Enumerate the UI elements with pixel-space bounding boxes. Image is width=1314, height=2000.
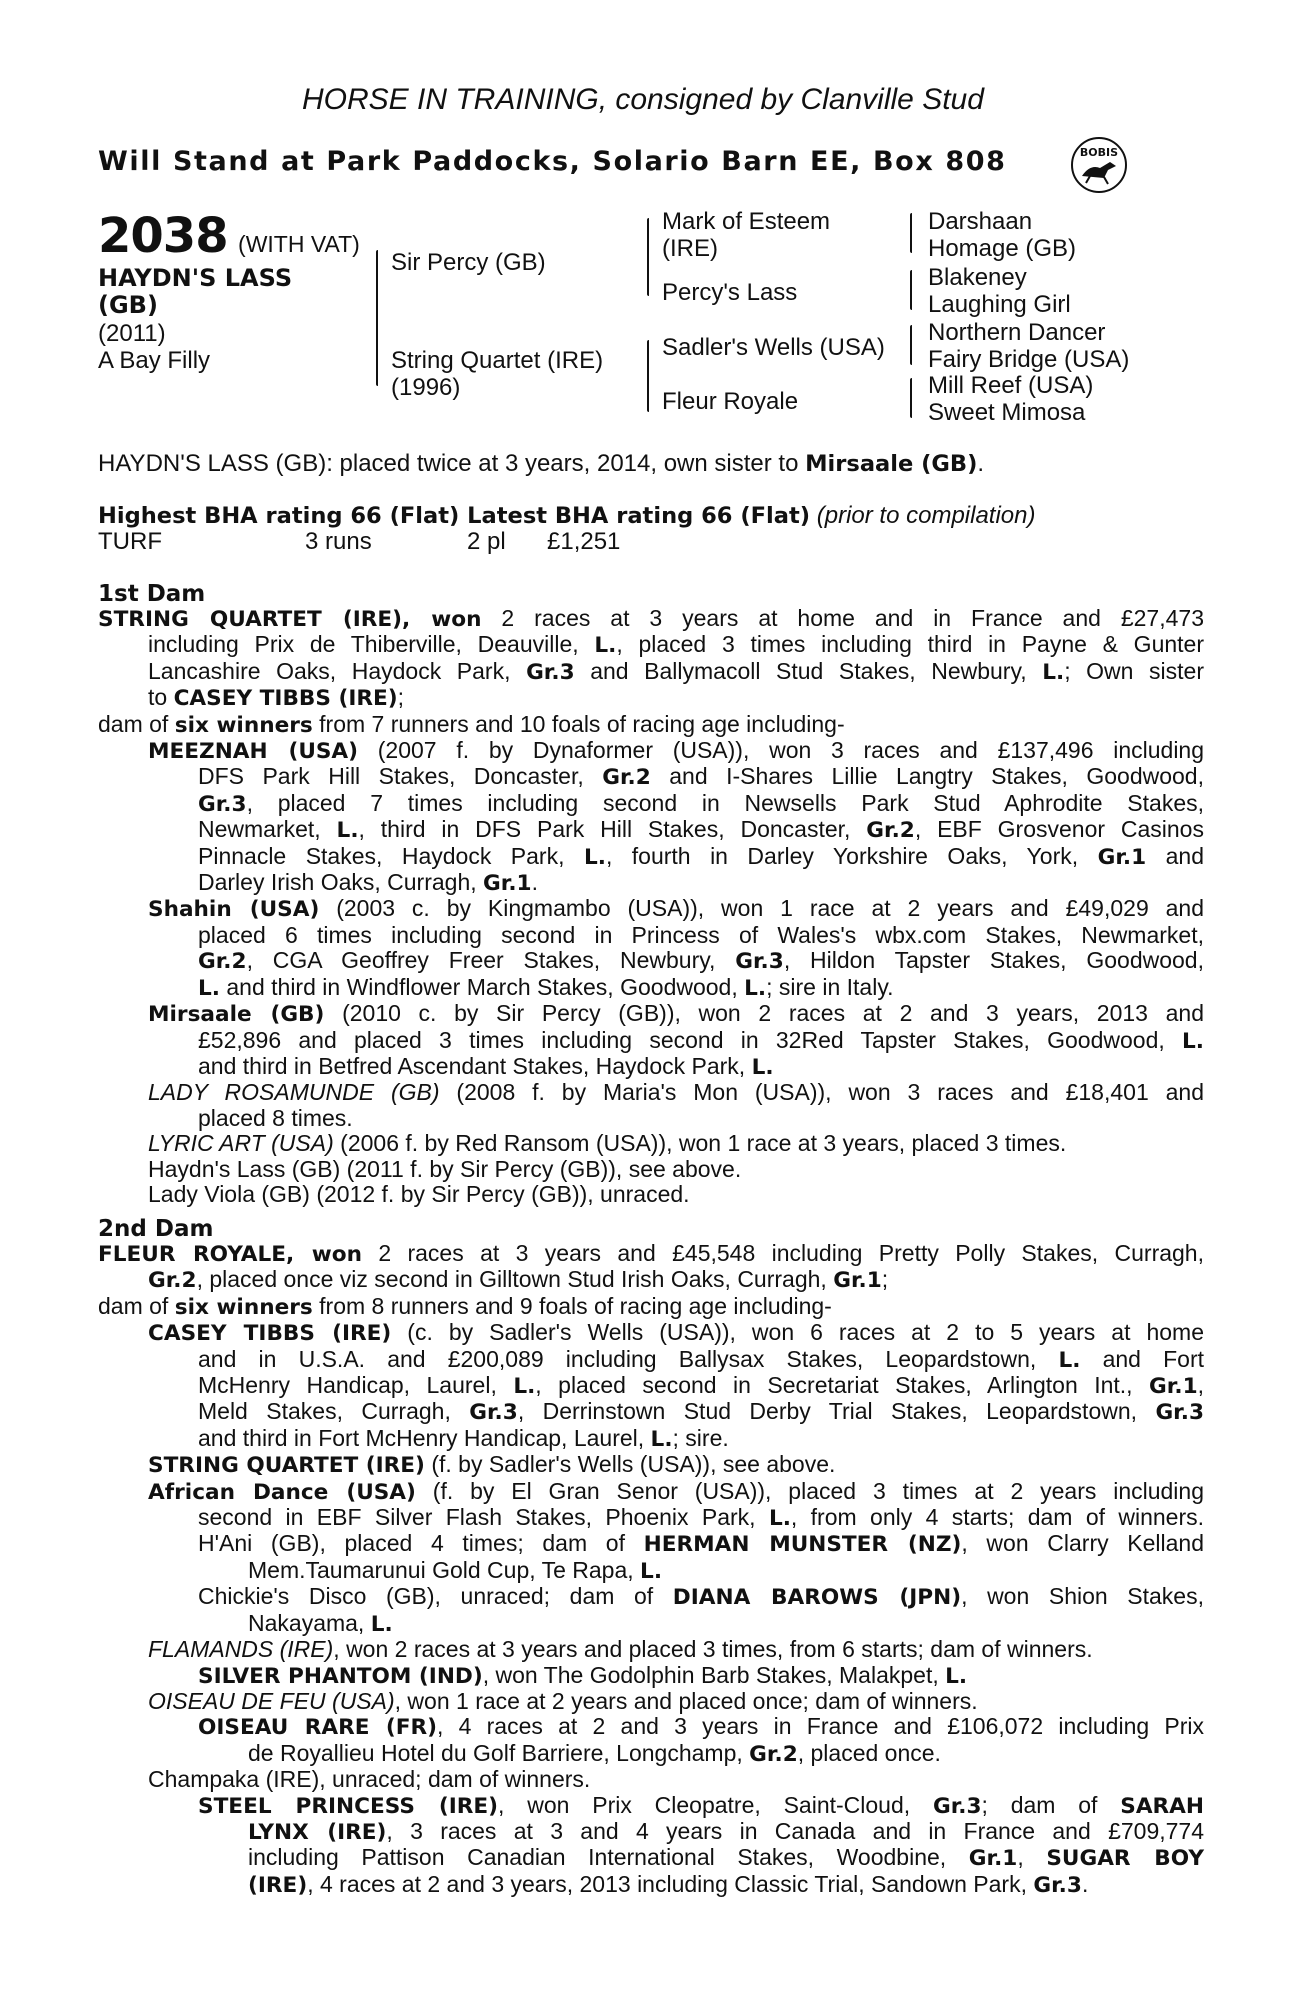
turf-runs: 3 runs [305,528,372,555]
ggdam-3: Fairy Bridge (USA) [928,346,1130,373]
lot-number: 2038 [98,208,228,264]
ggsire-1: Darshaan [928,208,1033,235]
horse-country: (GB) [98,291,158,319]
ggdam-2: Laughing Girl [928,291,1071,318]
summary-line: HAYDN'S LASS (GB): placed twice at 3 years, 2014, own sister to Mirsaale (GB). [98,450,985,477]
lot-number-row [98,208,360,264]
first-dam-heading: 1st Dam [98,581,206,607]
bobis-logo-icon [1070,136,1128,194]
dam-year: (1996) [391,374,461,401]
ggsire-3: Northern Dancer [928,319,1106,346]
horse-name: HAYDN'S LASS [98,264,293,292]
ggdam-4: Sweet Mimosa [928,399,1086,426]
horse-year: (2011) [98,320,166,347]
ggsire-4: Mill Reef (USA) [928,372,1094,399]
sire-sire-country: (IRE) [662,235,718,262]
turf-label: TURF [98,528,162,555]
first-dam-section: STRING QUARTET (IRE), won 2 races at 3 years at home and in France and £27,473 including Prix de Thiberville, Deauville, L., placed 3 times including third in Payne & Gunter Lancashire Oaks, Haydock Park, Gr.3 and Ballymacoll Stud Stakes, Newbury, L.; Own sister to CASEY TIBBS (IRE); dam of six winners from 7 runners and 10 foals of racing age including- MEEZNAH (USA) (2007 f. by Dynaformer (USA)), won 3 races and £137,496 including DFS Park Hill Stakes, Doncaster, Gr.2 and I-Shares Lillie Langtry Stakes, Goodwood, Gr.3, placed 7 times including second in Newsells Park Stud Aphrodite Stakes, Newmarket, L., third in DFS Park Hill Stakes, Doncaster, Gr.2, EBF Grosvenor Casinos Pinnacle Stakes, Haydock Park, L., fourth in Darley Yorkshire Oaks, York, Gr.1 and Darley Irish Oaks, Curragh, Gr.1. Shahin (USA) (2003 c. by Kingmambo (USA)), won 1 race at 2 years and £49,029 and placed 6 times including second in Princess of Wales's wbx.com Stakes, Newmarket, Gr.2, CGA Geoffrey Freer Stakes, Newbury, Gr.3, Hildon Tapster Stakes, Goodwood, L. and third in Windflower March Stakes, Goodwood, L.; sire in Italy. Mirsaale (GB) (2010 c. by Sir Percy (GB)), won 2 races at 2 and 3 years, 2013 and £52,896 and placed 3 times including second in 32Red Tapster Stakes, Goodwood, L. and third in Betfred Ascendant Stakes, Haydock Park, L. LADY ROSAMUNDE (GB) (2008 f. by Maria's Mon (USA)), won 3 races and £18,401 and placed 8 times. LYRIC ART (USA) (2006 f. by Red Ransom (USA)), won 1 race at 3 years, placed 3 times. Haydn's Lass (GB) (2011 f. by Sir Percy (GB)), see above. Lady Viola (GB) (2012 f. by Sir Percy (GB)), unraced. [98,605,1205,1207]
ggsire-2: Blakeney [928,264,1027,291]
venue-line: Will Stand at Park Paddocks, Solario Barn EE, Box 808 [98,146,1007,177]
rating-line: Highest BHA rating 66 (Flat) Latest BHA rating 66 (Flat) (prior to compilation) [98,502,1036,529]
page-title: HORSE IN TRAINING, consigned by Clanville Stud [302,83,984,116]
second-dam-heading: 2nd Dam [98,1216,214,1242]
dam-sire: Sadler's Wells (USA) [662,334,885,361]
horse-description: A Bay Filly [98,347,211,374]
dam-dam: Fleur Royale [662,388,799,415]
svg-text:BOBIS: BOBIS [1079,146,1119,159]
ggdam-1: Homage (GB) [928,235,1077,262]
sire-sire: Mark of Esteem [662,208,831,235]
turf-placed: 2 pl [467,528,506,555]
vat-label: (WITH VAT) [238,231,360,257]
second-dam-section: FLEUR ROYALE, won 2 races at 3 years and £45,548 including Pretty Polly Stakes, Curragh, Gr.2, placed once viz second in Gilltown Stud Irish Oaks, Curragh, Gr.1; dam of six winners from 8 runners and 9 foals of racing age including- CASEY TIBBS (IRE) (c. by Sadler's Wells (USA)), won 6 races at 2 to 5 years at home and in U.S.A. and £200,089 including Ballysax Stakes, Leopardstown, L. and Fort McHenry Handicap, Laurel, L., placed second in Secretariat Stakes, Arlington Int., Gr.1, Meld Stakes, Curragh, Gr.3, Derrinstown Stud Derby Trial Stakes, Leopardstown, Gr.3 and third in Fort McHenry Handicap, Laurel, L.; sire. STRING QUARTET (IRE) (f. by Sadler's Wells (USA)), see above. African Dance (USA) (f. by El Gran Senor (USA)), placed 3 times at 2 years including second in EBF Silver Flash Stakes, Phoenix Park, L., from only 4 starts; dam of winners. H'Ani (GB), placed 4 times; dam of HERMAN MUNSTER (NZ), won Clarry Kelland Mem.Taumarunui Gold Cup, Te Rapa, L. Chickie's Disco (GB), unraced; dam of DIANA BAROWS (JPN), won Shion Stakes, Nakayama, L. FLAMANDS (IRE), won 2 races at 3 years and placed 3 times, from 6 starts; dam of winners. SILVER PHANTOM (IND), won The Godolphin Barb Stakes, Malakpet, L. OISEAU DE FEU (USA), won 1 race at 2 years and placed once; dam of winners. OISEAU RARE (FR), 4 races at 2 and 3 years in France and £106,072 including Prix de Royallieu Hotel du Golf Barriere, Longchamp, Gr.2, placed once. Champaka (IRE), unraced; dam of winners. STEEL PRINCESS (IRE), won Prix Cleopatre, Saint-Cloud, Gr.3; dam of SARAH LYNX (IRE), 3 races at 3 and 4 years in Canada and in France and £709,774 including Pattison Canadian International Stakes, Woodbine, Gr.1, SUGAR BOY (IRE), 4 races at 2 and 3 years, 2013 including Classic Trial, Sandown Park, Gr.3. [98,1240,1205,1898]
sire-dam: Percy's Lass [662,279,798,306]
turf-earnings: £1,251 [547,528,621,555]
dam: String Quartet (IRE) [391,347,604,374]
sire: Sir Percy (GB) [391,249,546,276]
bobis-logo [1070,136,1128,194]
